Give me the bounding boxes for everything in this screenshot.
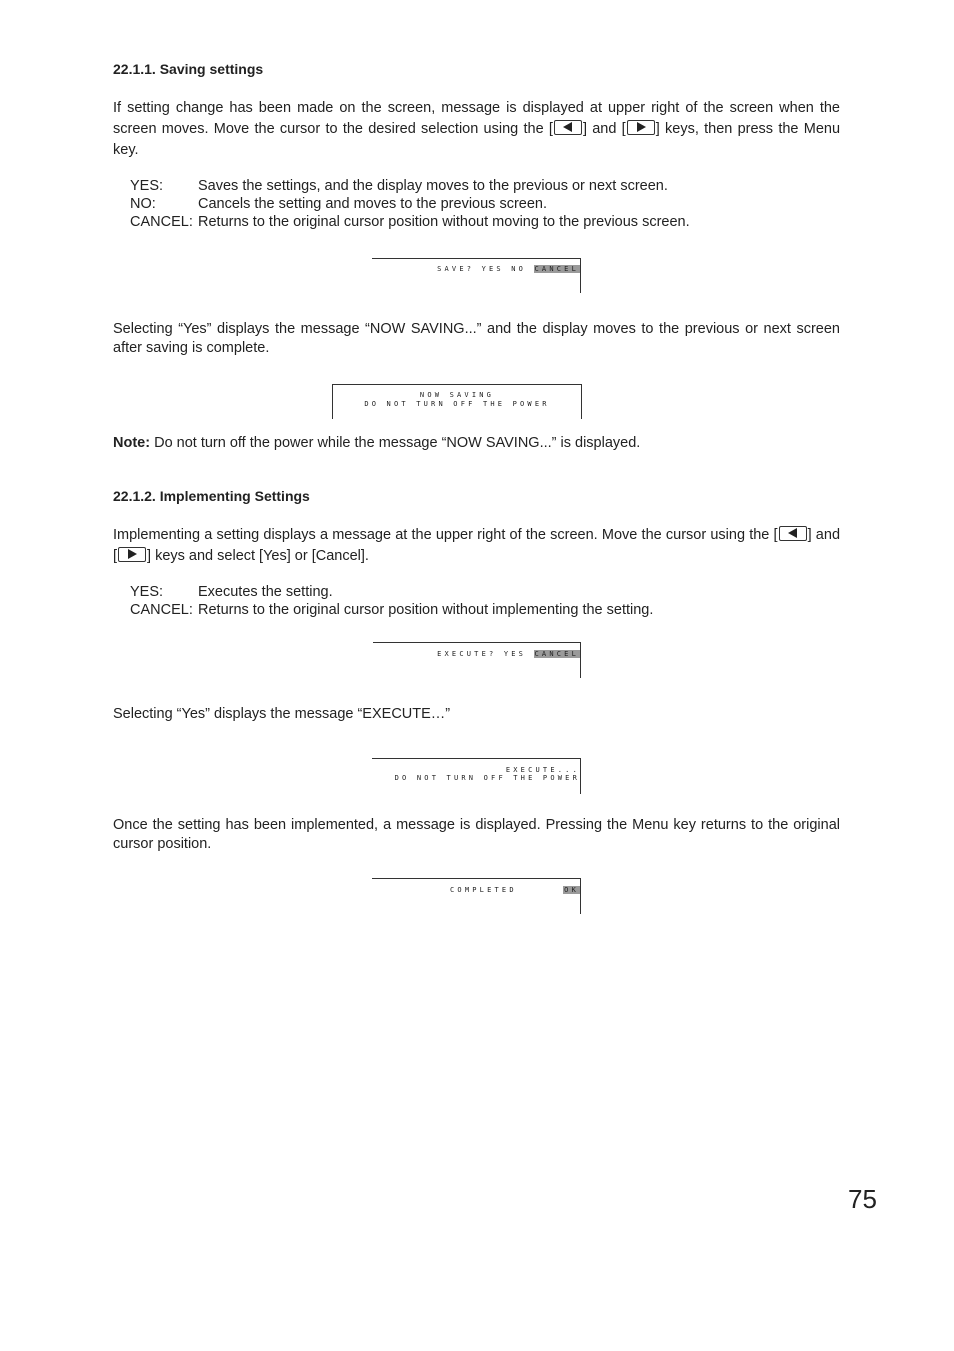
impl-intro-text-a: Implementing a setting displays a message at the upper right of the screen. Move the cursor using the [: [113, 527, 778, 543]
save-prompt-screen: [372, 258, 581, 293]
saving-intro-text-a: If setting change has been made on the screen, message is displayed at upper right of the screen when the screen moves. Move the cursor to the desired selection using the [: [113, 100, 840, 137]
option-desc: Returns to the original cursor position without implementing the setting.: [198, 602, 654, 618]
now-saving-line2: DO NOT TURN OFF THE POWER: [364, 400, 550, 408]
option-desc: Returns to the original cursor position without moving to the previous screen.: [198, 214, 690, 230]
saving-intro-text-c: ] keys, then press the Menu key.: [113, 121, 841, 158]
option-term: CANCEL:: [130, 214, 193, 230]
left-arrow-key-icon: [554, 120, 582, 135]
right-arrow-key-icon: [627, 120, 655, 135]
saving-yes-paragraph: Selecting “Yes” displays the message “NOW SAVING...” and the display moves to the previous or next screen after saving is complete.: [113, 321, 840, 356]
option-term: YES:: [130, 584, 164, 600]
saving-option-yes: [130, 177, 690, 195]
right-arrow-key-icon: [118, 547, 146, 562]
option-desc: Cancels the setting and moves to the previous screen.: [198, 196, 547, 212]
option-desc: Executes the setting.: [198, 584, 333, 600]
execute-prompt-screen: [373, 642, 581, 678]
executing-line1: EXECUTE...: [505, 766, 580, 774]
save-prompt-text: [437, 265, 580, 273]
saving-option-cancel: [130, 213, 690, 231]
saving-options-list: [130, 177, 690, 231]
now-saving-screen: [332, 384, 582, 419]
saving-note: [113, 433, 840, 454]
implementing-intro-paragraph: [113, 525, 840, 567]
section-heading-saving: 22.1.1. Saving settings: [113, 61, 264, 77]
option-term: CANCEL:: [130, 602, 193, 618]
left-arrow-key-icon: [779, 526, 807, 541]
saving-intro-text-b: ] and [: [582, 121, 626, 137]
implementing-options-list: [130, 583, 653, 619]
save-prompt-label: SAVE? YES NO: [437, 265, 527, 273]
option-desc: Saves the settings, and the display moves to the previous or next screen.: [198, 178, 668, 194]
executing-line2: DO NOT TURN OFF THE POWER: [394, 774, 580, 782]
impl-intro-text-b: ] and [: [113, 527, 841, 564]
completed-paragraph: Once the setting has been implemented, a message is displayed. Pressing the Menu key returns to the original cursor position.: [113, 817, 840, 852]
impl-intro-text-c: ] keys and select [Yes] or [Cancel].: [147, 548, 369, 564]
execute-yes-paragraph: Selecting “Yes” displays the message “EXECUTE…”: [113, 706, 451, 722]
cancel-highlight: CANCEL: [534, 265, 579, 273]
executing-screen: [372, 758, 581, 794]
saving-option-no: [130, 195, 690, 213]
note-label: Note:: [113, 435, 151, 451]
option-term: NO:: [130, 196, 156, 212]
execute-prompt-text: [437, 650, 580, 658]
section-heading-implementing: 22.1.2. Implementing Settings: [113, 488, 310, 504]
ok-indicator: [563, 886, 580, 894]
impl-option-yes: [130, 583, 653, 601]
note-text: Do not turn off the power while the message “NOW SAVING...” is displayed.: [150, 435, 641, 451]
ok-highlight: OK: [564, 886, 579, 894]
execute-prompt-label: EXECUTE? YES: [437, 650, 527, 658]
impl-option-cancel: [130, 601, 653, 619]
now-saving-line1: NOW SAVING: [419, 391, 495, 399]
page-number: 75: [848, 1184, 877, 1214]
completed-text: COMPLETED: [450, 886, 517, 894]
saving-intro-paragraph: [113, 98, 840, 161]
completed-screen: [372, 878, 581, 914]
option-term: YES:: [130, 178, 164, 194]
cancel-highlight: CANCEL: [534, 650, 579, 658]
